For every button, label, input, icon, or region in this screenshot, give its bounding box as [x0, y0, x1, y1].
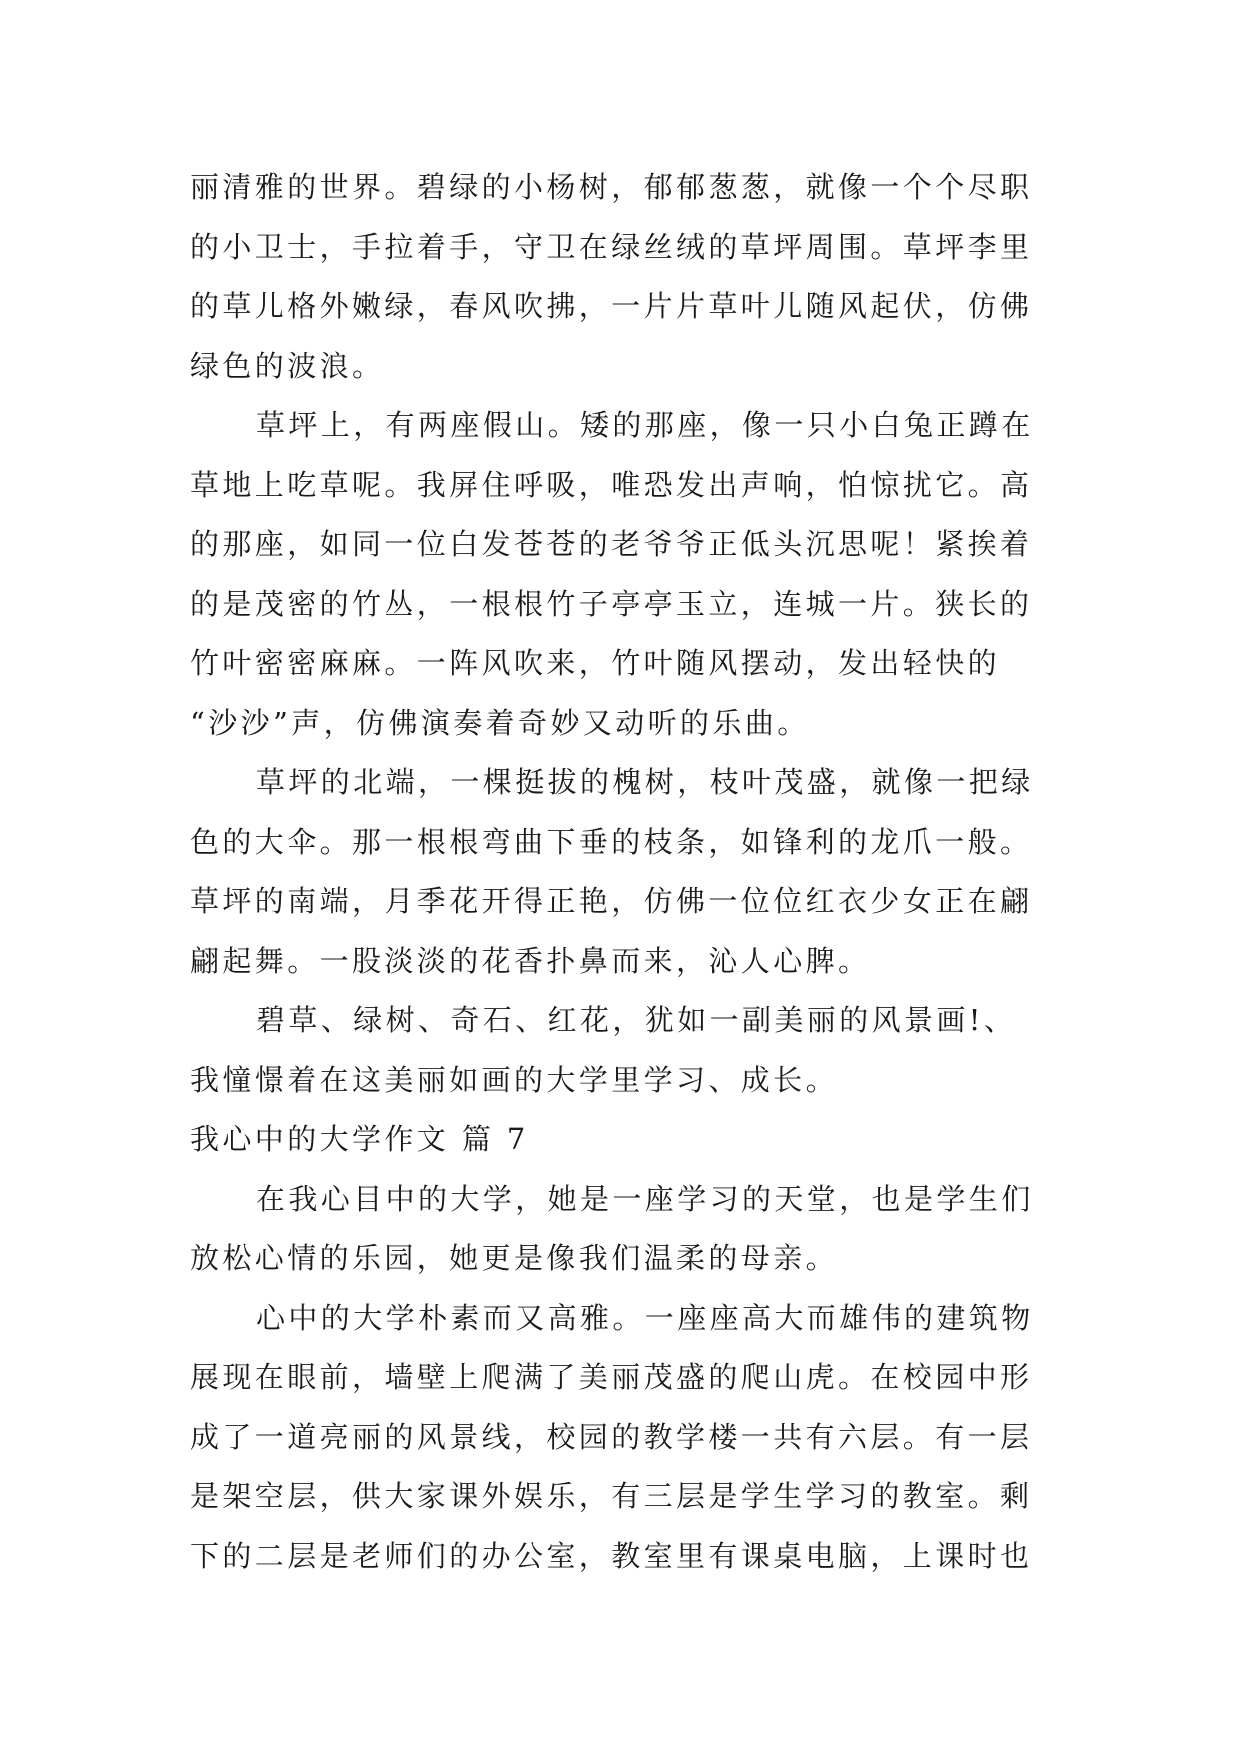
text-line: 绿色的波浪。 [190, 348, 385, 383]
essay-body [190, 158, 1060, 1586]
text-line: 草坪的南端，月季花开得正艳，仿佛一位位红衣少女正在翩 [190, 884, 1033, 918]
text-line: 成了一道亮丽的风景线，校园的教学楼一共有六层。有一层 [190, 1419, 1033, 1454]
paragraph-start-line: 心中的大学朴素而又高雅。一座座高大而雄伟的建筑物 [256, 1300, 1034, 1335]
text-line: 的是茂密的竹丛，一根根竹子亭亭玉立，连城一片。狭长的 [190, 586, 1033, 621]
text-line: 是架空层，供大家课外娱乐，有三层是学生学习的教室。剩 [190, 1479, 1033, 1513]
text-line: 的草儿格外嫩绿，春风吹拂，一片片草叶儿随风起伏，仿佛 [190, 289, 1033, 323]
text-line: 展现在眼前，墙壁上爬满了美丽茂盛的爬山虎。在校园中形 [190, 1360, 1033, 1394]
paragraph-start-line: 在我心目中的大学，她是一座学习的天堂，也是学生们 [256, 1181, 1034, 1216]
paragraph-start-line: 草坪上，有两座假山。矮的那座，像一只小白兔正蹲在 [256, 408, 1034, 442]
text-line: 放松心情的乐园，她更是像我们温柔的母亲。 [190, 1241, 839, 1275]
text-line: 草地上吃草呢。我屏住呼吸，唯恐发出声响，怕惊扰它。高 [190, 467, 1033, 502]
text-line: 翩起舞。一股淡淡的花香扑鼻而来，沁人心脾。 [190, 943, 871, 978]
text-line: 的小卫士，手拉着手，守卫在绿丝绒的草坪周围。草坪李里 [190, 229, 1033, 264]
paragraph-start-line: 草坪的北端，一棵挺拔的槐树，枝叶茂盛，就像一把绿 [256, 765, 1034, 799]
paragraph-start-line: 碧草、绿树、奇石、红花，犹如一副美丽的风景画!、 [256, 1003, 1017, 1037]
text-line: 色的大伞。那一根根弯曲下垂的枝条，如锋利的龙爪一般。 [190, 824, 1033, 859]
section-heading: 我心中的大学作文 篇 7 [190, 1122, 529, 1156]
text-line: 我憧憬着在这美丽如画的大学里学习、成长。 [190, 1062, 839, 1097]
text-line: “沙沙”声，仿佛演奏着奇妙又动听的乐曲。 [190, 705, 810, 740]
text-line: 下的二层是老师们的办公室，教室里有课桌电脑，上课时也 [190, 1538, 1033, 1573]
text-line: 丽清雅的世界。碧绿的小杨树，郁郁葱葱，就像一个个尽职 [190, 170, 1033, 204]
text-line: 的那座，如同一位白发苍苍的老爷爷正低头沉思呢！紧挨着 [190, 527, 1033, 561]
text-line: 竹叶密密麻麻。一阵风吹来，竹叶随风摆动，发出轻快的 [190, 646, 1001, 680]
